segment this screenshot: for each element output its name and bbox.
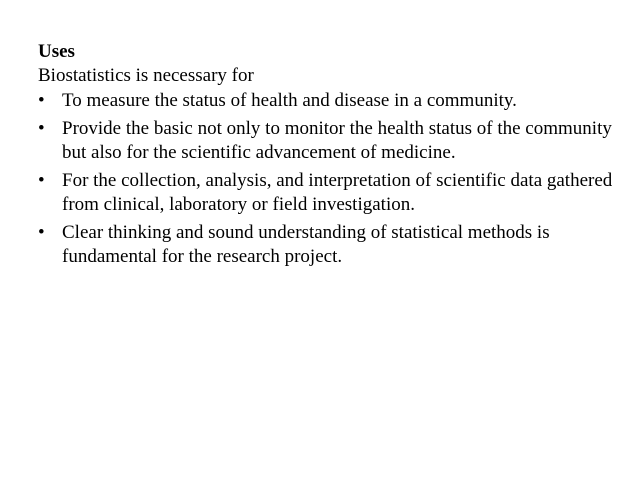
bullet-list bbox=[38, 89, 613, 269]
bullet-item-data-collection bbox=[38, 169, 613, 217]
slide-heading: Uses bbox=[38, 41, 75, 62]
bullet-item-statistical-methods bbox=[38, 221, 613, 269]
slide-content bbox=[38, 40, 613, 273]
bullet-icon: • bbox=[38, 90, 45, 111]
bullet-item-monitor-health bbox=[38, 117, 613, 165]
bullet-icon: • bbox=[38, 170, 45, 191]
bullet-text: For the collection, analysis, and interpretation of scientific data gathered from clinical, laboratory or field investigation. bbox=[62, 170, 613, 215]
bullet-text: To measure the status of health and disease in a community. bbox=[62, 90, 517, 111]
bullet-item-measure-status bbox=[38, 89, 613, 113]
bullet-text: Clear thinking and sound understanding of statistical methods is fundamental for the research project. bbox=[62, 222, 550, 267]
bullet-text: Provide the basic not only to monitor the health status of the community but also for the scientific advancement of medicine. bbox=[62, 118, 612, 163]
bullet-icon: • bbox=[38, 222, 45, 243]
intro-text: Biostatistics is necessary for bbox=[38, 65, 254, 86]
bullet-icon: • bbox=[38, 118, 45, 139]
